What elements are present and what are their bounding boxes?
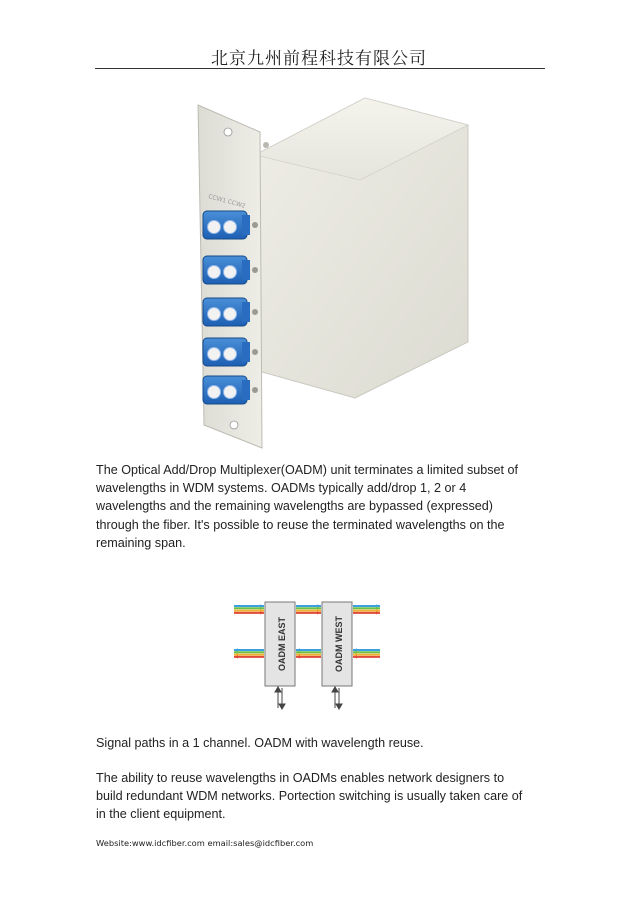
footer-contact: Website:www.idcfiber.com email:sales@idcfiber.com <box>96 838 314 848</box>
beam-arrow-head <box>353 655 357 658</box>
oadm-west-label: OADM WEST <box>334 616 344 672</box>
text-line: through the fiber. It's possible to reuse the terminated wavelengths on the <box>96 517 505 532</box>
text-line: The ability to reuse wavelengths in OADMs enables network designers to <box>96 771 505 785</box>
signal-path-diagram <box>228 592 388 712</box>
intro-paragraph <box>96 461 546 552</box>
port-label: CCW1 CCW2 <box>207 193 247 210</box>
oadm-module-photo <box>170 80 470 460</box>
lc-duplex-adapter <box>203 298 258 326</box>
arrow-head <box>279 704 285 709</box>
arrow-head <box>336 704 342 709</box>
text-line: wavelengths and the remaining wavelengths are bypassed (expressed) <box>96 499 493 514</box>
wavelength-beams <box>234 604 380 658</box>
arrow-head <box>332 687 338 692</box>
text-line: The Optical Add/Drop Multiplexer(OADM) unit terminates a limited subset of <box>96 463 519 477</box>
beam-arrow-head <box>260 611 264 614</box>
beam-arrow-head <box>376 611 380 614</box>
text-line: in the client equipment. <box>96 807 226 822</box>
text-line: build redundant WDM networks. Portection switching is usually taken care of <box>96 789 523 804</box>
lc-duplex-adapter <box>203 211 258 239</box>
arrow-head <box>275 687 281 692</box>
reuse-paragraph <box>96 769 546 824</box>
lc-duplex-adapter <box>203 376 258 404</box>
oadm-east-label: OADM EAST <box>277 617 287 671</box>
text-line: wavelengths in WDM systems. OADMs typically add/drop 1, 2 or 4 <box>96 481 467 496</box>
beam-arrow-head <box>317 611 321 614</box>
lc-duplex-adapter <box>203 338 258 366</box>
company-header: 北京九州前程科技有限公司 <box>211 49 427 69</box>
beam-arrow-head <box>234 655 238 658</box>
header-divider <box>95 68 545 69</box>
beam-arrow-head <box>296 655 300 658</box>
diagram-caption: Signal paths in a 1 channel. OADM with wavelength reuse. <box>96 736 424 750</box>
lc-duplex-adapter <box>203 256 258 284</box>
text-line: remaining span. <box>96 535 186 550</box>
